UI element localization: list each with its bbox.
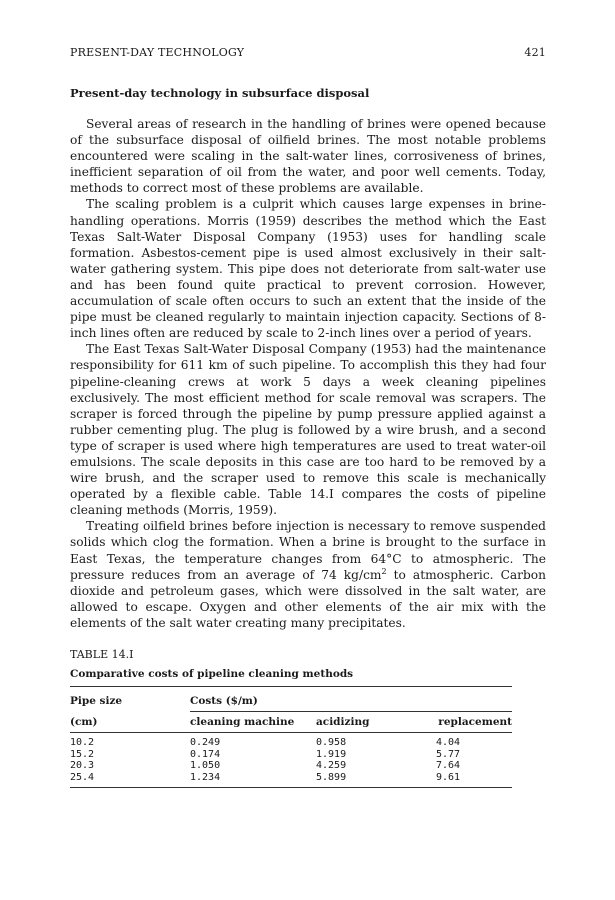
cell-pipe-size: 10.2 [70, 737, 95, 748]
superscript-2: 2 [381, 566, 387, 576]
cell-cleaning: 0.174 [190, 748, 221, 760]
cell-cleaning: 0.249 [190, 737, 221, 748]
paragraph-treating-brines [70, 518, 546, 631]
header-replacement: replacement [436, 712, 512, 733]
table-row [70, 772, 512, 788]
section-title: Present-day technology in subsurface disposal [70, 86, 370, 100]
header-costs: Costs ($/m) [190, 687, 512, 712]
header-pipe-size: Pipe size [70, 687, 190, 712]
cell-replacement: 9.61 [436, 772, 512, 788]
paragraph: The East Texas Salt-Water Disposal Company (1953) had the maintenance responsibility for 611 km of such pipeline. To accomplish this they had four pipeline-cleaning crews at work 5 days a week cleaning pipelines exclusively. The most efficient method for scale removal was scrapers. The scraper is forced through the pipeline by pump pressure applied against a rubber cementing plug. The plug is followed by a wire brush, and a second type of scraper is used where high temperatures are used to treat water-oil emulsions. The scale deposits in this case are too hard to be removed by a wire brush, and the scraper used to remove this scale is mechanically operated by a flexible cable. Table 14.I compares the costs of pipeline cleaning methods (Morris, 1959). [70, 342, 546, 518]
header-unit: (cm) [70, 712, 190, 733]
paragraph: Several areas of research in the handling of brines were opened because of the subsurface disposal of oilfield brines. The most notable problems encountered were scaling in the salt-water lines, corrosiveness of brines, inefficient separation of oil from the water, and poor well cements. Today, methods to correct most of these problems are available. [70, 117, 546, 196]
table-row [70, 760, 512, 772]
header-acidizing: acidizing [316, 712, 436, 733]
cell-cleaning: 1.050 [190, 760, 221, 771]
cell-pipe-size: 20.3 [70, 760, 95, 771]
cell-acidizing: 0.958 [316, 737, 347, 748]
cell-replacement: 5.77 [436, 748, 461, 760]
cost-table [70, 686, 512, 788]
paragraph-text: to atmospheric. Carbon dioxide and petroleum gases, which were dissolved in the salt water, are allowed to escape. Oxygen and other elements of the air mix with the elements of the salt water creating many precipitates. [70, 567, 546, 630]
cell-replacement: 4.04 [436, 737, 461, 748]
cell-pipe-size: 25.4 [70, 772, 190, 788]
cell-acidizing: 5.899 [316, 772, 436, 788]
table-caption: Comparative costs of pipeline cleaning methods [70, 668, 354, 680]
paragraph-text: Treating oilfield brines before injection is necessary to remove suspended solids which clog the formation. When a brine is brought to the surface in East Texas, the temperature changes from 64°C to atmospheric. The pressure reduces from an average of 74 kg/cm [70, 519, 546, 582]
table-subheader-row [70, 712, 512, 733]
cell-acidizing: 4.259 [316, 760, 347, 771]
table-header-row [70, 687, 512, 712]
cell-replacement: 7.64 [436, 760, 461, 771]
body-text [70, 116, 546, 631]
paragraph: The scaling problem is a culprit which causes large expenses in brine-handling operations. Morris (1959) describes the method which the East Texas Salt-Water Disposal Company (1953) uses for handling scale formation. Asbestos-cement pipe is used almost exclusively in their salt-water gathering system. This pipe does not deteriorate from salt-water use and has been found quite practical to prevent corrosion. However, accumulation of scale often occurs to such an extent that the inside of the pipe must be cleaned regularly to maintain injection capacity. Sections of 8-inch lines often are reduced by scale to 2-inch lines over a period of years. [70, 197, 546, 341]
table-label: TABLE 14.I [70, 648, 134, 661]
cell-cleaning: 1.234 [190, 772, 316, 788]
header-cleaning-machine: cleaning machine [190, 712, 316, 733]
running-title: PRESENT-DAY TECHNOLOGY [70, 46, 245, 59]
cell-pipe-size: 15.2 [70, 748, 95, 760]
table-row [70, 733, 512, 749]
page-number: 421 [524, 46, 546, 59]
cell-acidizing: 1.919 [316, 748, 347, 760]
table-row [70, 749, 512, 761]
